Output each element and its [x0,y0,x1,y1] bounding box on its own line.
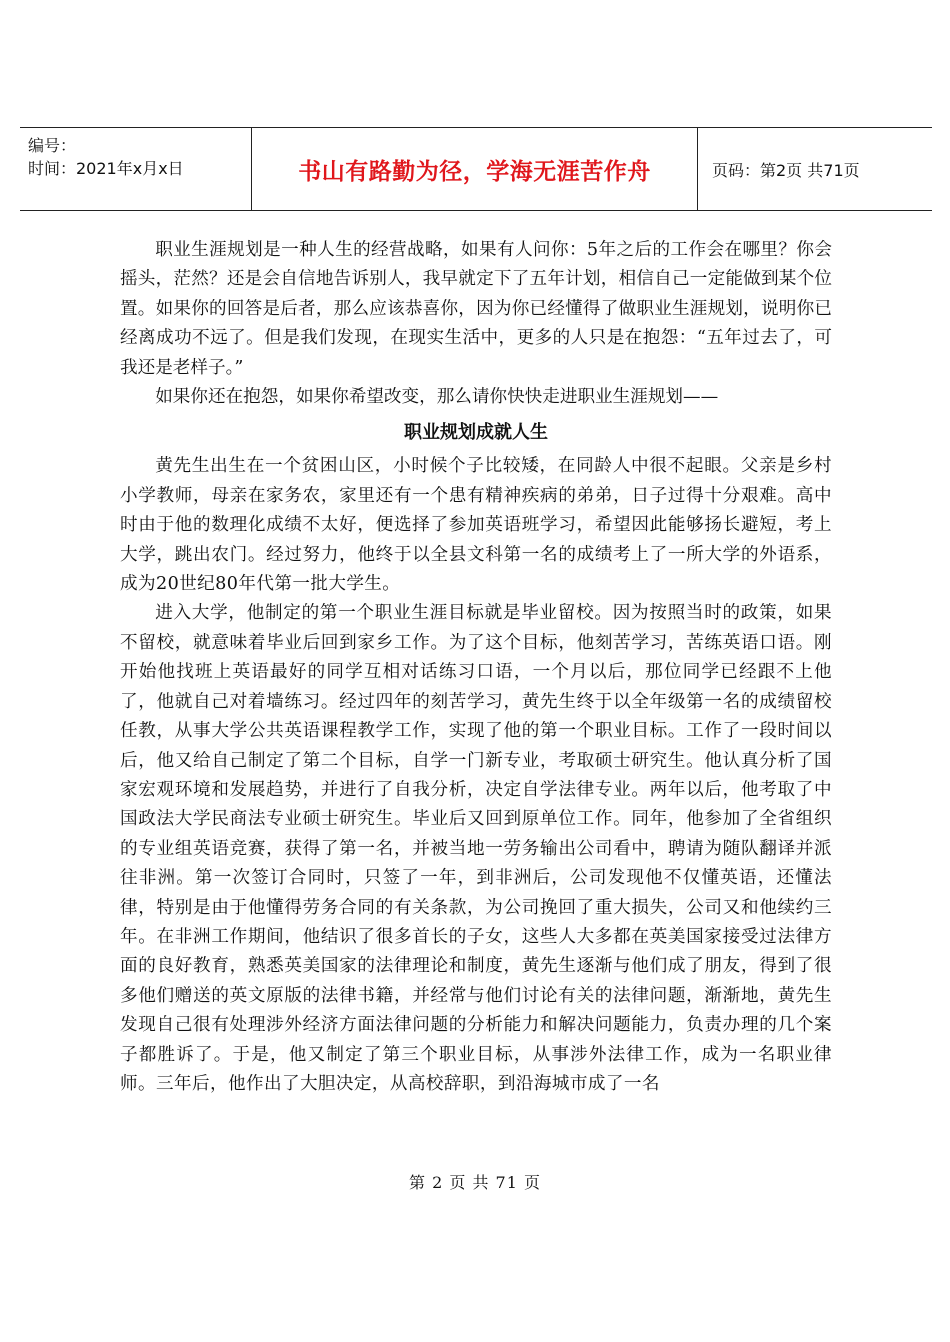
page-header [20,127,932,211]
intro-paragraph-2: 如果你还在抱怨，如果你希望改变，那么请你快快走进职业生涯规划—— [155,387,719,408]
section-title: 职业规划成就人生 [404,422,548,444]
intro-paragraph-1: 职业生涯规划是一种人生的经营战略，如果有人问你：5年之后的工作会在哪里？你会摇头，茫然？还是会自信地告诉别人，我早就定下了五年计划，相信自己一定能做到某个位置。如果你的回答是后者，那么应该恭喜你，因为你已经懂得了做职业生涯规划，说明你已经离成功不远了。但是我们发现，在现实生活中，更多的人只是在抱怨：“五年过去了，可我还是老样子。” [120,240,832,378]
document-number-label: 编号： [28,136,77,155]
body-paragraph-2: 进入大学，他制定的第一个职业生涯目标就是毕业留校。因为按照当时的政策，如果不留校，就意味着毕业后回到家乡工作。为了这个目标，他刻苦学习，苦练英语口语。刚开始他找班上英语最好的同学互相对话练习口语，一个月以后，那位同学已经跟不上他了，他就自己对着墙练习。经过四年的刻苦学习，黄先生终于以全年级第一名的成绩留校任教，从事大学公共英语课程教学工作，实现了他的第一个职业目标。工作了一段时间以后，他又给自己制定了第二个目标，自学一门新专业，考取硕士研究生。他认真分析了国家宏观环境和发展趋势，并进行了自我分析，决定自学法律专业。两年以后，他考取了中国政法大学民商法专业硕士研究生。毕业后又回到原单位工作。同年，他参加了全省组织的专业组英语竞赛，获得了第一名，并被当地一劳务输出公司看中，聘请为随队翻译并派往非洲。第一次签订合同时，只签了一年，到非洲后，公司发现他不仅懂英语，还懂法律，特别是由于他懂得劳务合同的有关条款，为公司挽回了重大损失，公司又和他续约三年。在非洲工作期间，他结识了很多首长的子女，这些人大多都在英美国家接受过法律方面的良好教育，熟悉英美国家的法律理论和制度，黄先生逐渐与他们成了朋友，得到了很多他们赠送的英文原版的法律书籍，并经常与他们讨论有关的法律问题，渐渐地，黄先生发现自己很有处理涉外经济方面法律问题的分析能力和解决问题能力，负责办理的几个案子都胜诉了。于是，他又制定了第三个职业目标，从事涉外法律工作，成为一名职业律师。三年后，他作出了大胆决定，从高校辞职，到沿海城市成了一名 [120,603,832,1094]
page-footer: 第 2 页 共 71 页 [409,1173,541,1192]
body-paragraph-1: 黄先生出生在一个贫困山区，小时候个子比较矮，在同龄人中很不起眼。父亲是乡村小学教师，母亲在家务农，家里还有一个患有精神疾病的弟弟，日子过得十分艰难。高中时由于他的数理化成绩不太好，便选择了参加英语班学习，希望因此能够扬长避短，考上大学，跳出农门。经过努力，他终于以全县文科第一名的成绩考上了一所大学的外语系，成为20世纪80年代第一批大学生。 [120,456,832,595]
document-date: 时间：2021年x月x日 [28,159,184,178]
header-motto: 书山有路勤为径，学海无涯苦作舟 [252,128,698,210]
header-page-info: 页码：第2页 共71页 [712,160,860,180]
header-meta [20,128,252,210]
document-body [120,236,832,1099]
